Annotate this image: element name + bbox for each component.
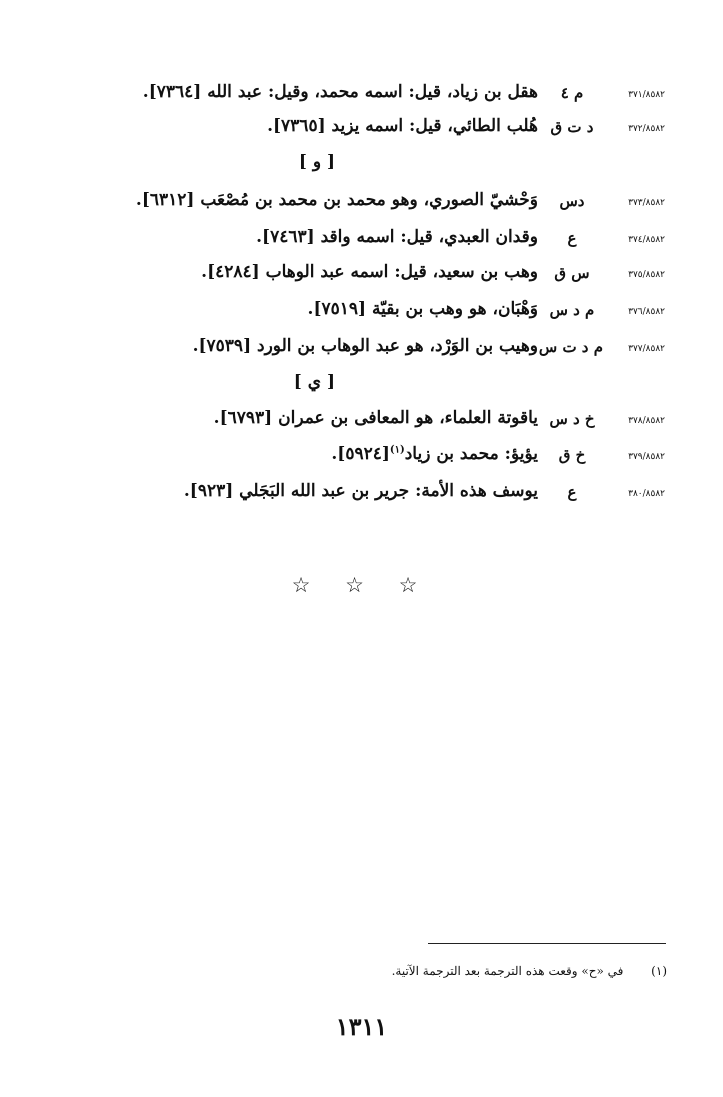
section-heading-ya: [ ي ] (293, 372, 335, 392)
entry-377 (0, 336, 723, 366)
entry-text: يوسف هذه الأمة: جرير بن عبد الله البَجَلي [٩٢٣]. (183, 481, 538, 501)
entry-codes: م ٤ (560, 84, 584, 102)
entry-376 (0, 299, 723, 329)
section-heading-waw: [ و ] (298, 152, 335, 172)
entry-number: ٣٧٨/٨٥٨٢ (628, 416, 665, 426)
entry-text-before: يؤيؤ: محمد بن زياد (404, 444, 538, 464)
entry-codes: س ق (554, 264, 590, 282)
entry-374 (0, 227, 723, 257)
entry-text: وهب بن سعيد، قيل: اسمه عبد الوهاب [٤٢٨٤]. (201, 262, 538, 282)
entry-text: هُلب الطائي، قيل: اسمه يزيد [٧٣٦٥]. (267, 116, 538, 136)
entry-375 (0, 262, 723, 292)
entry-text (331, 444, 538, 464)
entry-number: ٣٧٢/٨٥٨٢ (628, 124, 665, 134)
entry-number: ٣٧٣/٨٥٨٢ (628, 198, 665, 208)
entry-number: ٣٧٧/٨٥٨٢ (628, 344, 665, 354)
entry-number: ٣٧٦/٨٥٨٢ (628, 307, 665, 317)
footnote (392, 964, 667, 978)
entry-codes: م د س (549, 301, 595, 319)
section-divider-stars: ☆ ☆ ☆ (291, 573, 432, 597)
entry-text: وقدان العبدي، قيل: اسمه واقد [٧٤٦٣]. (256, 227, 538, 247)
entry-codes: م د ت س (538, 338, 603, 356)
footnote-rule (428, 943, 666, 944)
entry-text: وهيب بن الوَرْد، هو عبد الوهاب بن الورد [٧٥٣٩]. (192, 336, 538, 356)
entry-text: وَهْبَان، هو وهب بن بقيّة [٧٥١٩]. (307, 299, 538, 319)
entry-373 (0, 190, 723, 220)
entry-371 (0, 82, 723, 112)
entry-codes: خ د س (549, 410, 595, 428)
entry-number: ٣٨٠/٨٥٨٢ (628, 489, 665, 499)
entry-379 (0, 444, 723, 474)
entry-text: ياقوتة العلماء، هو المعافى بن عمران [٦٧٩٣]. (213, 408, 538, 428)
footnote-mark: (١) (651, 964, 667, 978)
entry-codes: دس (559, 192, 585, 210)
entry-text: وَحْشيّ الصوري، وهو محمد بن محمد بن مُصْعَب [٦٣١٢]. (135, 190, 538, 210)
entry-378 (0, 408, 723, 438)
entry-number: ٣٧٩/٨٥٨٢ (628, 452, 665, 462)
page-number: ١٣١١ (335, 1012, 388, 1041)
entry-372 (0, 116, 723, 146)
entry-number: ٣٧١/٨٥٨٢ (628, 90, 665, 100)
entry-number: ٣٧٤/٨٥٨٢ (628, 235, 665, 245)
entry-codes: ع (567, 483, 577, 501)
entry-codes: ع (567, 229, 577, 247)
footnote-text: في «ح» وقعت هذه الترجمة بعد الترجمة الآتية. (391, 964, 624, 978)
entry-text: هقل بن زياد، قيل: اسمه محمد، وقيل: عبد الله [٧٣٦٤]. (142, 82, 538, 102)
entry-codes: خ ق (558, 446, 586, 464)
entry-380 (0, 481, 723, 511)
footnote-reference: (١) (389, 444, 405, 456)
entry-codes: د ت ق (550, 118, 594, 136)
entry-text-after: [٥٩٢٤]. (331, 444, 390, 464)
entry-number: ٣٧٥/٨٥٨٢ (628, 270, 665, 280)
